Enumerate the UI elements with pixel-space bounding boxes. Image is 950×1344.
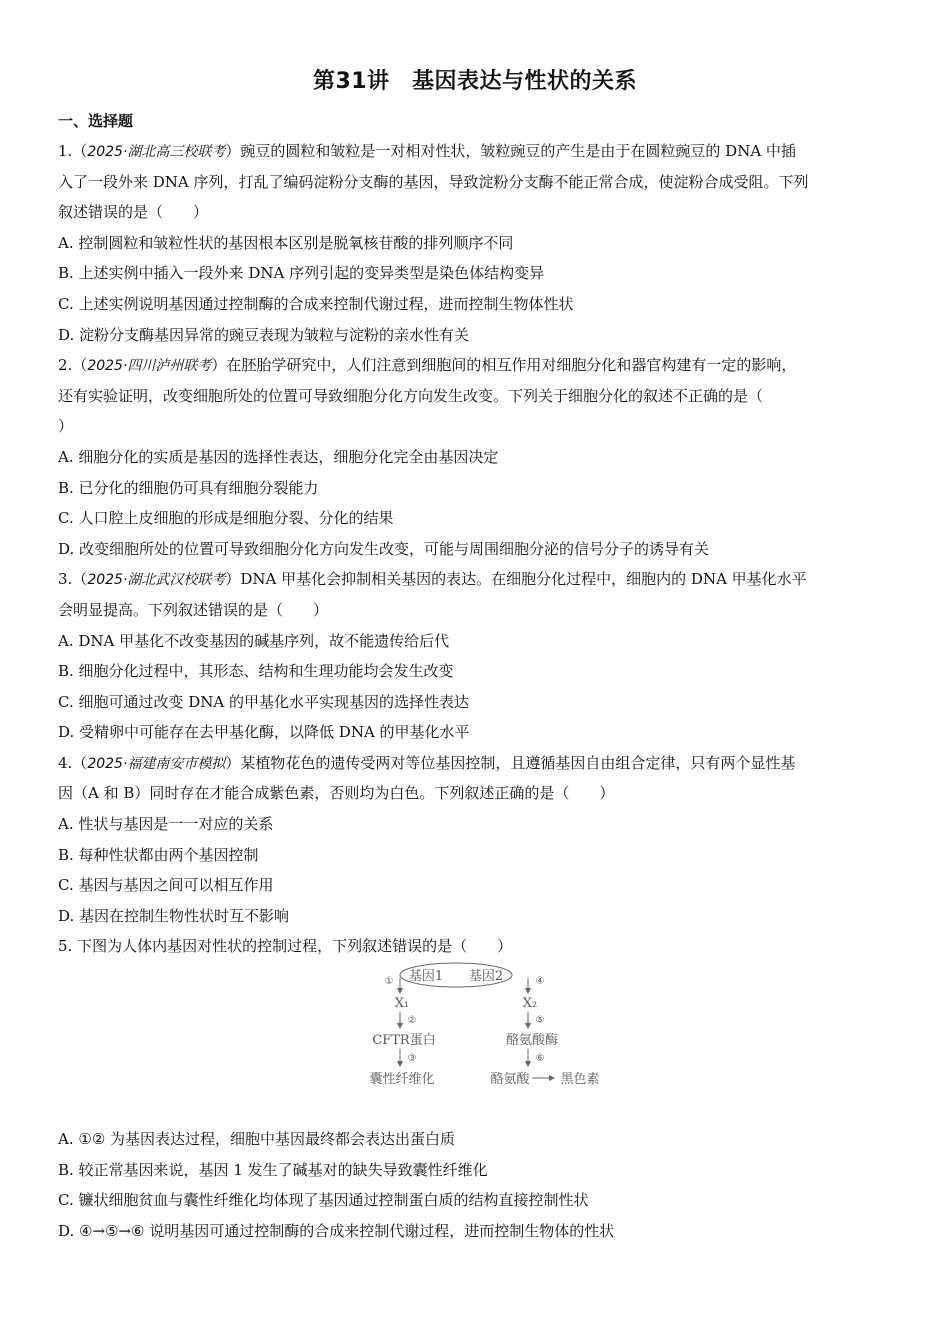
q4-number: 4.（ <box>58 753 88 772</box>
gene-diagram-svg <box>358 962 658 1122</box>
cftr-label: CFTR蛋白 <box>372 1033 436 1049</box>
section-heading: 一、选择题 <box>58 112 134 130</box>
q5-option-b: B. 较正常基因来说，基因 1 发生了碱基对的缺失导致囊性纤维化 <box>58 1160 488 1179</box>
q4-option-c: C. 基因与基因之间可以相互作用 <box>58 876 274 895</box>
step-1-marker: ① <box>384 976 394 988</box>
step-5-marker: ⑤ <box>535 1015 545 1027</box>
q2-stem-line-1 <box>58 350 890 381</box>
q4-option-a: A. 性状与基因是一一对应的关系 <box>58 815 274 834</box>
q5-option-a: A. ①② 为基因表达过程，细胞中基因最终都会表达出蛋白质 <box>58 1130 456 1149</box>
q3-option-a: A. DNA 甲基化不改变基因的碱基序列，故不能遗传给后代 <box>58 631 450 650</box>
q1-stem-text: ）豌豆的圆粒和皱粒是一对相对性状，皱粒豌豆的产生是由于在圆粒豌豆的 DNA 中插 <box>225 142 796 160</box>
q5-option-d: D. ④→⑤→⑥ 说明基因可通过控制酶的合成来控制代谢过程，进而控制生物体的性状 <box>58 1221 615 1240</box>
melanin-label: 黑色素 <box>560 1072 600 1088</box>
question-list <box>58 136 890 1246</box>
q1-option-d: D. 淀粉分支酶基因异常的豌豆表现为皱粒与淀粉的亲水性有关 <box>58 325 470 344</box>
q3-source: 2025·湖北武汉校联考 <box>87 572 226 589</box>
q4-stem-line-2: 因（A 和 B）同时存在才能合成紫色素，否则均为白色。下列叙述正确的是（ ） <box>58 784 615 803</box>
q4-stem-line-1 <box>58 748 890 779</box>
step-2-marker: ② <box>407 1015 417 1027</box>
q1-stem-line-1 <box>58 136 890 167</box>
q3-option-d: D. 受精卵中可能存在去甲基化酶，以降低 DNA 的甲基化水平 <box>58 723 470 742</box>
x2-label: X₂ <box>522 996 538 1012</box>
q2-option-d: D. 改变细胞所处的位置可导致细胞分化方向发生改变，可能与周围细胞分泌的信号分子的诱导有关 <box>58 539 710 558</box>
q4-stem-text: ）某植物花色的遗传受两对等位基因控制，且遵循基因自由组合定律，只有两个显性基 <box>225 753 796 772</box>
q1-stem-line-3: 叙述错误的是（ ） <box>58 203 209 222</box>
gene-control-diagram <box>58 962 890 1124</box>
cystic-fibrosis-label: 囊性纤维化 <box>369 1072 435 1088</box>
x1-label: X₁ <box>394 996 410 1012</box>
q1-option-c: C. 上述实例说明基因通过控制酶的合成来控制代谢过程，进而控制生物体性状 <box>58 294 574 313</box>
q5-option-c: C. 镰状细胞贫血与囊性纤维化均体现了基因通过控制蛋白质的结构直接控制性状 <box>58 1191 589 1210</box>
enzyme-label: 酪氨酸酶 <box>505 1033 559 1049</box>
q2-stem-text: ）在胚胎学研究中，人们注意到细胞间的相互作用对细胞分化和器官构建有一定的影响， <box>211 356 797 375</box>
q2-option-b: B. 已分化的细胞仍可具有细胞分裂能力 <box>58 478 319 497</box>
q1-stem-line-2: 入了一段外来 DNA 序列，打乱了编码淀粉分支酶的基因，导致淀粉分支酶不能正常合成，使淀粉合成受阻。下列 <box>58 172 809 191</box>
q3-option-c: C. 细胞可通过改变 DNA 的甲基化水平实现基因的选择性表达 <box>58 692 470 711</box>
gene2-label: 基因2 <box>468 969 504 985</box>
step-3-marker: ③ <box>407 1053 417 1065</box>
page-title: 第31讲 基因表达与性状的关系 <box>312 69 638 94</box>
q4-option-b: B. 每种性状都由两个基因控制 <box>58 845 259 864</box>
gene1-label: 基因1 <box>408 969 444 985</box>
q1-option-a: A. 控制圆粒和皱粒性状的基因根本区别是脱氧核苷酸的排列顺序不同 <box>58 233 514 252</box>
q1-source: 2025·湖北高三校联考 <box>87 144 226 160</box>
q1-option-b: B. 上述实例中插入一段外来 DNA 序列引起的变异类型是染色体结构变异 <box>58 264 545 283</box>
q2-number: 2.（ <box>58 356 88 375</box>
step-6-marker: ⑥ <box>535 1053 545 1065</box>
q4-source: 2025·福建南安市模拟 <box>87 755 226 772</box>
q3-stem-line-2: 会明显提高。下列叙述错误的是（ ） <box>58 600 329 619</box>
q2-option-a: A. 细胞分化的实质是基因的选择性表达，细胞分化完全由基因决定 <box>58 447 499 466</box>
q2-source: 2025·四川泸州联考 <box>87 358 212 375</box>
q3-stem-line-1 <box>58 564 890 595</box>
q3-stem-text: ）DNA 甲基化会抑制相关基因的表达。在细胞分化过程中，细胞内的 DNA 甲基化水平 <box>225 570 807 589</box>
q1-number: 1.（ <box>58 142 88 160</box>
tyrosine-label: 酪氨酸 <box>490 1072 530 1088</box>
q2-option-c: C. 人口腔上皮细胞的形成是细胞分裂、分化的结果 <box>58 509 394 528</box>
q2-stem-line-3: ） <box>58 417 74 436</box>
q5-stem-line-1: 5. 下图为人体内基因对性状的控制过程，下列叙述错误的是（ ） <box>58 937 513 956</box>
q2-stem-line-2: 还有实验证明，改变细胞所处的位置可导致细胞分化方向发生改变。下列关于细胞分化的叙述不正确的是（ <box>58 386 764 405</box>
q3-number: 3.（ <box>58 570 88 589</box>
step-4-marker: ④ <box>535 976 545 988</box>
q3-option-b: B. 细胞分化过程中，其形态、结构和生理功能均会发生改变 <box>58 662 454 681</box>
q4-option-d: D. 基因在控制生物性状时互不影响 <box>58 906 290 925</box>
